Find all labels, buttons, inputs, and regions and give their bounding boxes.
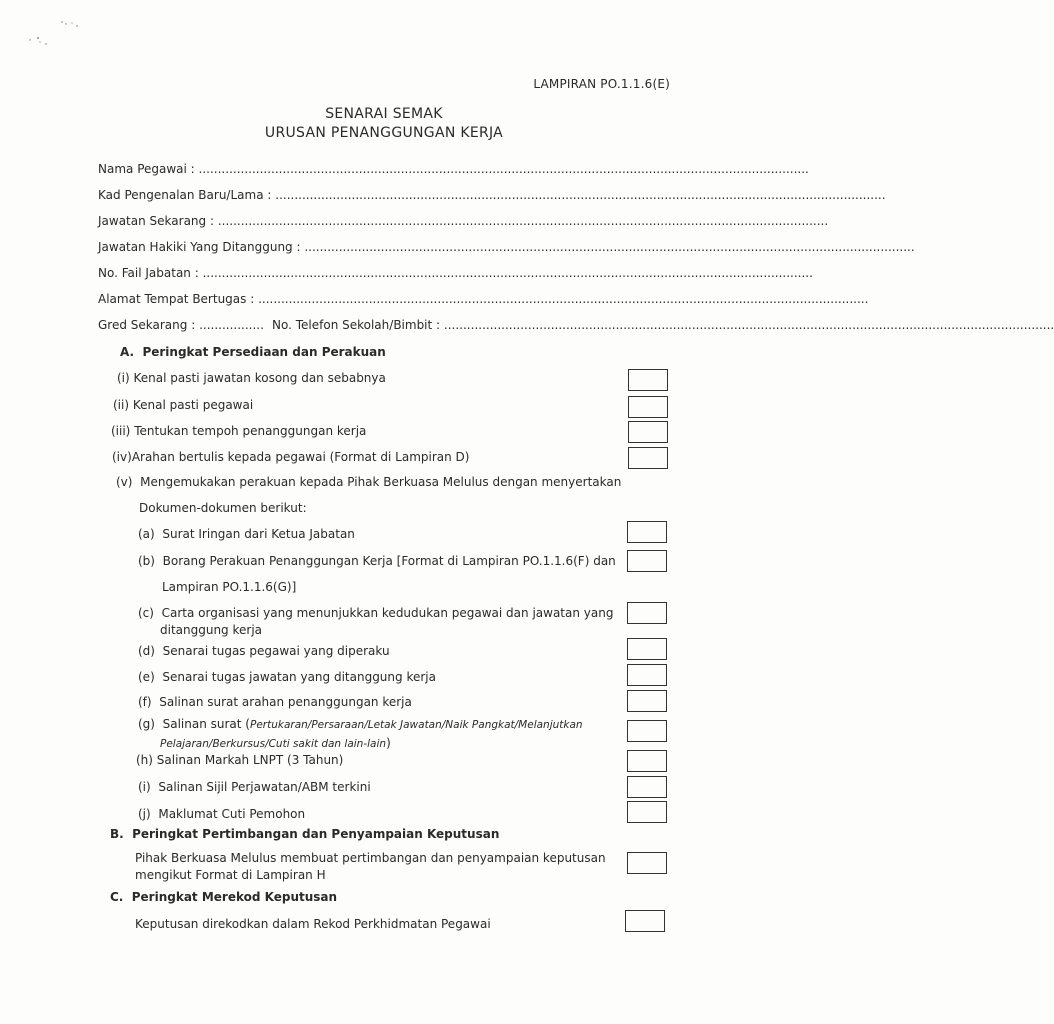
item-a-v-a: (a) Surat Iringan dari Ketua Jabatan [138, 527, 355, 541]
checkbox-a-v-g[interactable] [627, 720, 667, 742]
item-a-i: (i) Kenal pasti jawatan kosong dan sebabnya [117, 371, 386, 385]
field-gred-sekarang[interactable]: Gred Sekarang : ................. [98, 318, 264, 332]
item-a-v-b-continued: Lampiran PO.1.1.6(G)] [162, 580, 297, 594]
field-jawatan-hakiki[interactable]: Jawatan Hakiki Yang Ditanggung : ................................................................................................................................................................ [98, 240, 915, 254]
checkbox-a-v-c[interactable] [627, 602, 667, 624]
item-a-v-e: (e) Senarai tugas jawatan yang ditanggung kerja [138, 670, 436, 684]
checkbox-a-v-e[interactable] [627, 664, 667, 686]
item-b-text-continued: mengikut Format di Lampiran H [135, 868, 326, 882]
item-a-v-g: (g) Salinan surat (Pertukaran/Persaraan/Letak Jawatan/Naik Pangkat/Melanjutkan [138, 717, 583, 731]
field-jawatan-sekarang[interactable]: Jawatan Sekarang : ................................................................................................................................................................ [98, 214, 829, 228]
checkbox-a-v-a[interactable] [627, 521, 667, 543]
item-a-v-d: (d) Senarai tugas pegawai yang diperaku [138, 644, 390, 658]
section-a-heading: A. Peringkat Persediaan dan Perakuan [120, 345, 386, 359]
scan-specks [28, 18, 88, 48]
checkbox-c[interactable] [625, 910, 665, 932]
item-b-text: Pihak Berkuasa Melulus membuat pertimbangan dan penyampaian keputusan [135, 851, 606, 865]
item-a-v-g-continued: Pelajaran/Berkursus/Cuti sakit dan lain-lain) [160, 736, 391, 750]
checkbox-a-v-h[interactable] [627, 750, 667, 772]
item-a-v-c: (c) Carta organisasi yang menunjukkan kedudukan pegawai dan jawatan yang [138, 606, 614, 620]
item-a-iv: (iv)Arahan bertulis kepada pegawai (Format di Lampiran D) [112, 450, 470, 464]
item-a-v-continued: Dokumen-dokumen berikut: [139, 501, 307, 515]
item-a-v: (v) Mengemukakan perakuan kepada Pihak Berkuasa Melulus dengan menyertakan [116, 475, 622, 489]
item-a-v-h: (h) Salinan Markah LNPT (3 Tahun) [136, 753, 344, 767]
item-a-v-f: (f) Salinan surat arahan penanggungan kerja [138, 695, 412, 709]
field-kad-pengenalan[interactable]: Kad Pengenalan Baru/Lama : ................................................................................................................................................................ [98, 188, 886, 202]
checkbox-a-v-f[interactable] [627, 690, 667, 712]
section-c-heading: C. Peringkat Merekod Keputusan [110, 890, 338, 904]
item-a-iii: (iii) Tentukan tempoh penanggungan kerja [111, 424, 367, 438]
document-subtitle: URUSAN PENANGGUNGAN KERJA [264, 125, 504, 141]
checkbox-a-v-d[interactable] [627, 638, 667, 660]
document-title: SENARAI SEMAK [325, 106, 443, 122]
item-a-v-b: (b) Borang Perakuan Penanggungan Kerja [Format di Lampiran PO.1.1.6(F) dan [138, 554, 616, 568]
checkbox-a-iv[interactable] [628, 447, 668, 469]
field-alamat-tempat-bertugas[interactable]: Alamat Tempat Bertugas : ................................................................................................................................................................ [98, 292, 869, 306]
field-no-telefon[interactable]: No. Telefon Sekolah/Bimbit : ................................................................................................................................................................ [272, 318, 1054, 332]
item-a-v-c-continued: ditanggung kerja [160, 623, 263, 637]
item-a-v-j: (j) Maklumat Cuti Pemohon [138, 807, 306, 821]
checkbox-a-v-b[interactable] [627, 550, 667, 572]
item-a-ii: (ii) Kenal pasti pegawai [113, 398, 254, 412]
field-no-fail-jabatan[interactable]: No. Fail Jabatan : ................................................................................................................................................................ [98, 266, 813, 280]
item-c-text: Keputusan direkodkan dalam Rekod Perkhidmatan Pegawai [135, 917, 491, 931]
appendix-reference: LAMPIRAN PO.1.1.6(E) [533, 77, 670, 91]
checkbox-a-iii[interactable] [628, 421, 668, 443]
field-nama-pegawai[interactable]: Nama Pegawai : ................................................................................................................................................................ [98, 162, 809, 176]
checkbox-a-ii[interactable] [628, 396, 668, 418]
checkbox-a-i[interactable] [628, 369, 668, 391]
item-a-v-i: (i) Salinan Sijil Perjawatan/ABM terkini [138, 780, 371, 794]
checkbox-a-v-i[interactable] [627, 776, 667, 798]
section-b-heading: B. Peringkat Pertimbangan dan Penyampaian Keputusan [110, 827, 500, 841]
checkbox-a-v-j[interactable] [627, 801, 667, 823]
checkbox-b[interactable] [627, 852, 667, 874]
